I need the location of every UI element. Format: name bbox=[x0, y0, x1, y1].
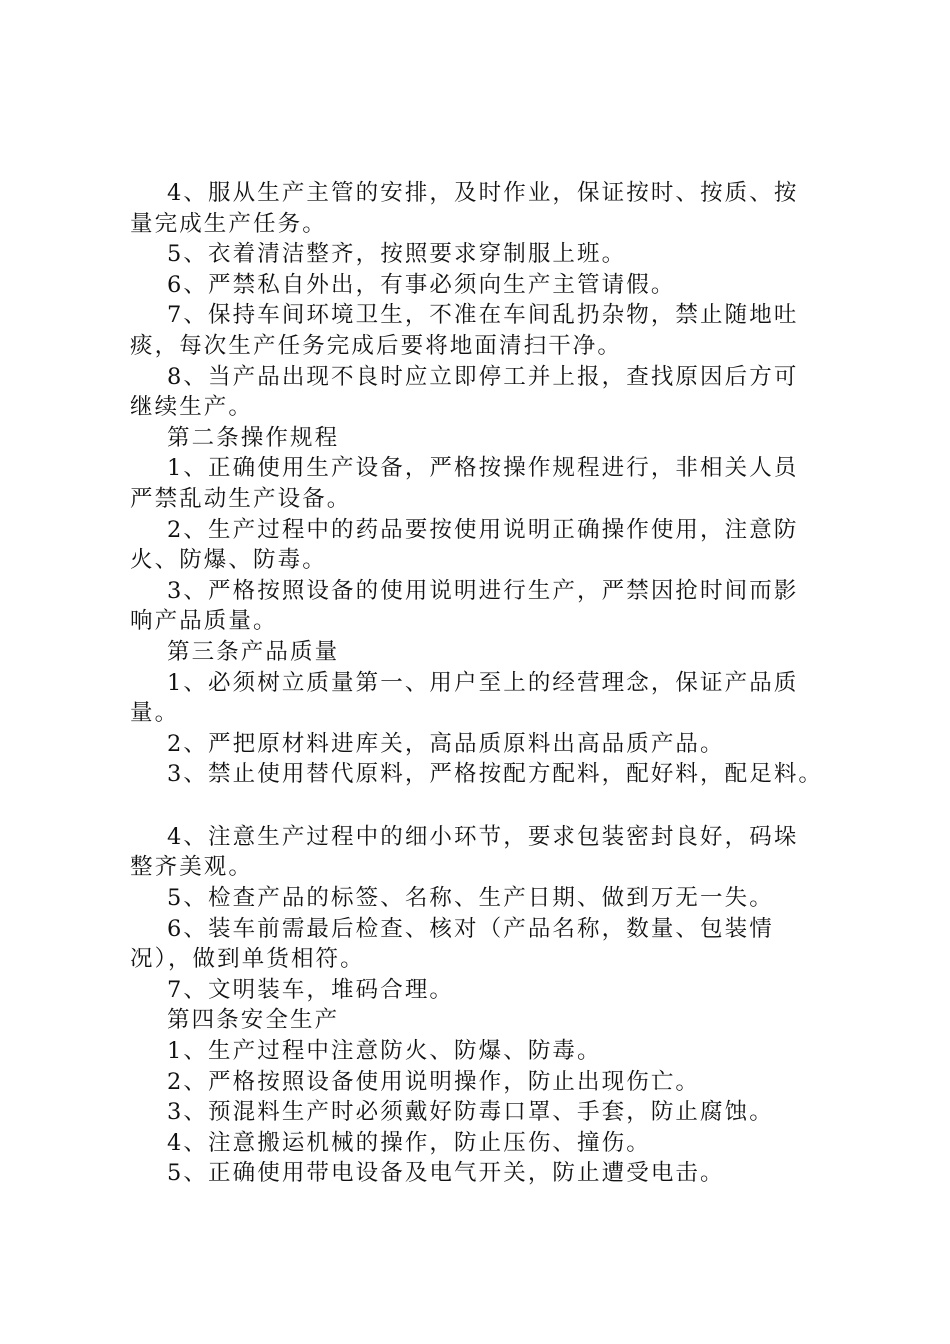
section-heading: 第四条安全生产 bbox=[130, 1007, 340, 1034]
paragraph-line: 3、禁止使用替代原料，严格按配方配料，配好料，配足料。 bbox=[130, 761, 824, 788]
paragraph-gap bbox=[130, 790, 840, 822]
paragraph-line: 8、当产品出现不良时应立即停工并上报，查找原因后方可 bbox=[130, 363, 799, 390]
paragraph-line: 火、防爆、防毒。 bbox=[130, 547, 327, 574]
section-heading: 第三条产品质量 bbox=[130, 638, 340, 665]
paragraph-line: 1、生产过程中注意防火、防爆、防毒。 bbox=[130, 1038, 602, 1065]
paragraph-line: 2、严格按照设备使用说明操作，防止出现伤亡。 bbox=[130, 1068, 701, 1095]
paragraph-line: 5、衣着清洁整齐，按照要求穿制服上班。 bbox=[130, 241, 627, 268]
paragraph-line: 6、严禁私自外出，有事必须向生产主管请假。 bbox=[130, 271, 676, 298]
paragraph-line: 整齐美观。 bbox=[130, 854, 254, 881]
paragraph-line: 5、正确使用带电设备及电气开关，防止遭受电击。 bbox=[130, 1160, 725, 1187]
paragraph-line: 5、检查产品的标签、名称、生产日期、做到万无一失。 bbox=[130, 885, 774, 912]
paragraph-line: 4、服从生产主管的安排，及时作业，保证按时、按质、按 bbox=[130, 180, 799, 206]
paragraph-line: 1、正确使用生产设备，严格按操作规程进行，非相关人员 bbox=[130, 455, 799, 482]
paragraph-line: 1、必须树立质量第一、用户至上的经营理念，保证产品质 bbox=[130, 669, 799, 696]
paragraph-line: 7、文明装车，堆码合理。 bbox=[130, 976, 455, 1003]
paragraph-line: 严禁乱动生产设备。 bbox=[130, 485, 352, 512]
paragraph-line: 量。 bbox=[130, 700, 180, 727]
paragraph-line: 2、生产过程中的药品要按使用说明正确操作使用，注意防 bbox=[130, 516, 799, 543]
paragraph-line: 2、严把原材料进库关，高品质原料出高品质产品。 bbox=[130, 730, 725, 757]
document-body bbox=[130, 178, 840, 1189]
paragraph-line: 继续生产。 bbox=[130, 394, 254, 421]
paragraph-line: 量完成生产任务。 bbox=[130, 210, 327, 237]
paragraph-line: 痰，每次生产任务完成后要将地面清扫干净。 bbox=[130, 332, 623, 359]
paragraph-line: 响产品质量。 bbox=[130, 608, 278, 635]
paragraph-line: 况），做到单货相符。 bbox=[130, 946, 365, 973]
paragraph-line: 4、注意生产过程中的细小环节，要求包装密封良好，码垛 bbox=[130, 823, 799, 850]
paragraph-line: 6、装车前需最后检查、核对（产品名称，数量、包装情 bbox=[130, 915, 774, 942]
paragraph-line: 3、预混料生产时必须戴好防毒口罩、手套，防止腐蚀。 bbox=[130, 1099, 774, 1126]
paragraph-line: 7、保持车间环境卫生，不准在车间乱扔杂物，禁止随地吐 bbox=[130, 302, 799, 329]
paragraph-line: 4、注意搬运机械的操作，防止压伤、撞伤。 bbox=[130, 1129, 651, 1156]
paragraph-line: 3、严格按照设备的使用说明进行生产，严禁因抢时间而影 bbox=[130, 577, 799, 604]
section-heading: 第二条操作规程 bbox=[130, 424, 340, 451]
